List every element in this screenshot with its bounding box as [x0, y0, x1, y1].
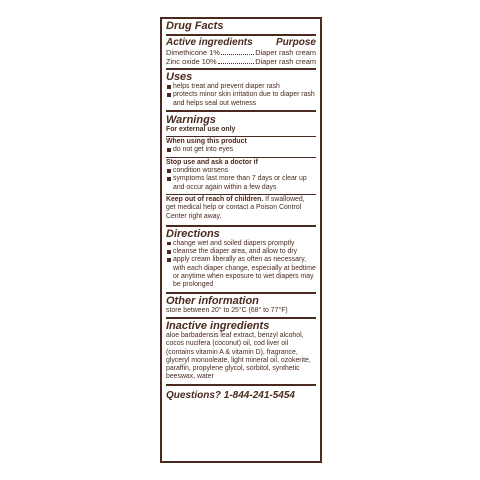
inactive-ingredients-title: Inactive ingredients — [166, 319, 270, 332]
list-item: apply cream liberally as often as necessary, with each diaper change, especially at bedtime or anytime when exposure to wet diapers may be prolonged — [166, 256, 316, 289]
list-item: cleanse the diaper area, and allow to dry — [166, 248, 316, 256]
stop-use-header: Stop use and ask a doctor if — [166, 158, 258, 166]
list-item: condition worsens — [166, 167, 316, 175]
directions-list — [166, 240, 316, 290]
list-item: protects minor skin irritation due to diaper rash and helps seal out wetness — [166, 91, 316, 108]
uses-section — [166, 70, 316, 112]
when-using-header: When using this product — [166, 138, 247, 146]
other-information-title: Other information — [166, 294, 259, 307]
uses-list — [166, 83, 316, 108]
inactive-ingredients-text: aloe barbadensis leaf extract, benzyl alcohol, cocos nucifera (coconut) oil, cod liver oil (contains vitamin A & vitamin D), fragrance, glyceryl monooleate, light mineral oil, ozokerite, paraffin, propylene glycol, sorbitol, synthetic beeswax, water — [166, 331, 311, 381]
other-information-text: store between 20° to 25°C (68° to 77°F) — [166, 306, 288, 314]
list-item: symptoms last more than 7 days or clear up and occur again within a few days — [166, 175, 316, 192]
active-ingredient-name: Dimethicone 1% — [166, 48, 220, 57]
list-item: change wet and soiled diapers promptly — [166, 240, 316, 248]
questions-text: Questions? 1-844-241-5454 — [166, 389, 295, 401]
active-ingredient-purpose: Diaper rash cream — [255, 48, 316, 57]
keep-out-text — [166, 196, 316, 221]
questions-section — [166, 386, 316, 414]
stop-use-block — [166, 158, 316, 195]
uses-title: Uses — [166, 71, 193, 83]
active-ingredient-purpose: Diaper rash cream — [255, 57, 316, 66]
warnings-header-block — [166, 113, 316, 137]
directions-section — [166, 227, 316, 294]
keep-out-body: If swallowed, get medical help or contact a Poison Control Center right away. — [166, 195, 305, 220]
list-item: do not get into eyes — [166, 146, 316, 154]
purpose-title: Purpose — [275, 37, 316, 48]
active-ingredient-name: Zinc oxide 10% — [166, 57, 217, 66]
active-ingredients-title: Active ingredients — [166, 37, 253, 48]
keep-out-block — [166, 195, 316, 223]
active-ingredient-row — [166, 48, 316, 57]
keep-out-bold: Keep out of reach of children. — [166, 195, 264, 203]
warnings-section — [166, 112, 316, 227]
leader-dots — [218, 57, 255, 64]
when-using-block — [166, 137, 316, 158]
list-item: helps treat and prevent diaper rash — [166, 83, 316, 91]
directions-title: Directions — [166, 227, 220, 240]
warnings-title: Warnings — [166, 113, 216, 126]
drug-facts-header-section — [166, 19, 316, 36]
when-using-list — [166, 146, 316, 154]
stop-use-list — [166, 167, 316, 192]
active-ingredients-header — [166, 37, 316, 48]
leader-dots — [221, 48, 254, 55]
active-ingredient-row — [166, 57, 316, 66]
external-use-text: For external use only — [166, 125, 236, 133]
other-information-section — [166, 294, 316, 319]
active-ingredients-section — [166, 36, 316, 70]
drug-facts-panel — [160, 17, 322, 463]
drug-facts-title: Drug Facts — [166, 20, 224, 32]
inactive-ingredients-section — [166, 319, 316, 386]
